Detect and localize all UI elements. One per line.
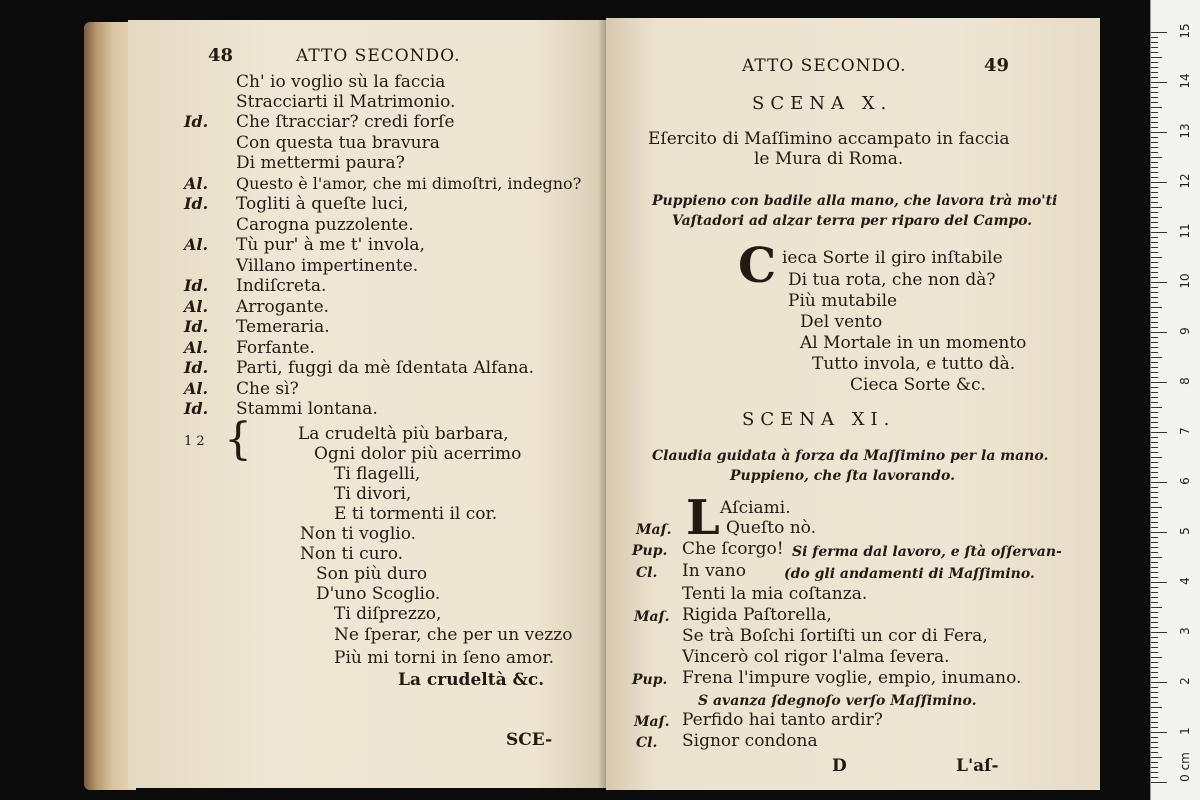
ruler-tick bbox=[1151, 367, 1158, 368]
ruler-tick bbox=[1151, 662, 1158, 663]
ruler-tick bbox=[1151, 512, 1158, 513]
ruler-tick bbox=[1151, 572, 1158, 573]
ruler-tick bbox=[1151, 97, 1158, 98]
ruler-tick bbox=[1151, 252, 1158, 253]
ruler-tick bbox=[1151, 492, 1158, 493]
ruler-tick bbox=[1151, 162, 1158, 163]
stage-direction: Puppieno con badile alla mano, che lavora trà mo'ti bbox=[652, 193, 1058, 209]
dialogue-line: Vincerò col rigor l'alma ſevera. bbox=[682, 647, 950, 667]
ruler-tick bbox=[1151, 127, 1158, 128]
ruler-tick bbox=[1151, 647, 1158, 648]
ruler-tick bbox=[1151, 692, 1158, 693]
ruler-tick bbox=[1151, 742, 1158, 743]
duet-line: Ti diſprezzo, bbox=[334, 604, 442, 624]
ruler-tick bbox=[1151, 307, 1162, 308]
ruler-tick bbox=[1151, 447, 1158, 448]
dialogue-line: Se trà Boſchi ſortiſti un cor di Fera, bbox=[682, 626, 988, 646]
ruler-tick bbox=[1151, 327, 1158, 328]
ruler-tick bbox=[1151, 172, 1158, 173]
dialogue-line: Perfido hai tanto ardir? bbox=[682, 710, 883, 730]
ruler-tick bbox=[1151, 737, 1158, 738]
ruler-tick bbox=[1151, 517, 1158, 518]
dialogue-line: Rigida Paſtorella, bbox=[682, 605, 832, 625]
ruler-tick bbox=[1151, 702, 1158, 703]
drop-cap-c: C bbox=[738, 238, 777, 294]
measurement-ruler bbox=[1150, 0, 1200, 800]
ruler-tick bbox=[1151, 597, 1158, 598]
stage-direction: Claudia guidata à forza da Maſſimino per la mano. bbox=[652, 448, 1049, 464]
speaker: Cl. bbox=[636, 565, 658, 581]
ruler-tick bbox=[1151, 477, 1158, 478]
ruler-tick bbox=[1151, 747, 1158, 748]
page-number-left: 48 bbox=[208, 45, 234, 66]
ruler-label: 13 bbox=[1178, 123, 1192, 139]
ruler-tick bbox=[1151, 482, 1167, 483]
ruler-tick bbox=[1151, 467, 1158, 468]
running-header-right: ATTO SECONDO. bbox=[742, 56, 907, 76]
duet-line: Ogni dolor più acerrimo bbox=[314, 444, 522, 464]
ruler-tick bbox=[1151, 427, 1158, 428]
ruler-tick bbox=[1151, 727, 1158, 728]
speaker: Maſ. bbox=[634, 714, 670, 730]
ruler-tick bbox=[1151, 117, 1158, 118]
duet-brace: { bbox=[224, 414, 252, 465]
ruler-tick bbox=[1151, 67, 1158, 68]
ruler-tick bbox=[1151, 272, 1158, 273]
ruler-tick bbox=[1151, 782, 1167, 783]
ruler-tick bbox=[1151, 277, 1158, 278]
ruler-tick bbox=[1151, 732, 1167, 733]
ruler-label: 14 bbox=[1178, 73, 1192, 89]
ruler-tick bbox=[1151, 762, 1158, 763]
ruler-tick bbox=[1151, 532, 1167, 533]
ruler-tick bbox=[1151, 182, 1167, 183]
dialogue-line: Tenti la mia coſtanza. bbox=[682, 584, 868, 604]
scene-title-x: SCENA X. bbox=[752, 93, 893, 114]
ruler-tick bbox=[1151, 82, 1167, 83]
stage-direction: Si ferma dal lavoro, e ſtà oſſervan- bbox=[792, 544, 1062, 560]
ruler-tick bbox=[1151, 42, 1158, 43]
ruler-label: 12 bbox=[1178, 173, 1192, 189]
ruler-tick bbox=[1151, 137, 1158, 138]
ruler-tick bbox=[1151, 52, 1158, 53]
ruler-tick bbox=[1151, 222, 1158, 223]
ruler-label: 5 bbox=[1178, 527, 1192, 535]
ruler-tick bbox=[1151, 387, 1158, 388]
ruler-tick bbox=[1151, 227, 1158, 228]
duet-line: D'uno Scoglio. bbox=[316, 584, 441, 604]
aria-line: Del vento bbox=[800, 312, 883, 332]
ruler-tick bbox=[1151, 192, 1158, 193]
ruler-tick bbox=[1151, 187, 1158, 188]
ruler-tick bbox=[1151, 247, 1158, 248]
ruler-tick bbox=[1151, 217, 1158, 218]
ruler-tick bbox=[1151, 637, 1158, 638]
ruler-tick bbox=[1151, 562, 1158, 563]
ruler-tick bbox=[1151, 302, 1158, 303]
ruler-tick bbox=[1151, 122, 1158, 123]
ruler-tick bbox=[1151, 707, 1162, 708]
ruler-tick bbox=[1151, 342, 1158, 343]
stage-direction: S avanza ſdegnoſo verſo Maſſimino. bbox=[698, 693, 977, 709]
ruler-tick bbox=[1151, 372, 1158, 373]
scene-title-xi: SCENA XI. bbox=[742, 409, 896, 430]
ruler-tick bbox=[1151, 752, 1158, 753]
ruler-tick bbox=[1151, 452, 1158, 453]
ruler-tick bbox=[1151, 382, 1167, 383]
ruler-tick bbox=[1151, 417, 1158, 418]
ruler-label: 0 cm bbox=[1178, 752, 1192, 782]
aria-line: Al Mortale in un momento bbox=[800, 333, 1027, 353]
ruler-tick bbox=[1151, 587, 1158, 588]
ruler-tick bbox=[1151, 142, 1158, 143]
ruler-tick bbox=[1151, 92, 1158, 93]
ruler-tick bbox=[1151, 267, 1158, 268]
ruler-tick bbox=[1151, 152, 1158, 153]
ruler-label: 1 bbox=[1178, 727, 1192, 735]
ruler-tick bbox=[1151, 112, 1158, 113]
speaker: Maſ. bbox=[636, 522, 672, 538]
duet-label: 1 2 bbox=[184, 434, 205, 449]
stage-direction: Puppieno, che ſta lavorando. bbox=[730, 468, 955, 484]
ruler-tick bbox=[1151, 167, 1158, 168]
ruler-tick bbox=[1151, 132, 1167, 133]
duet-line: E ti tormenti il cor. bbox=[334, 504, 498, 524]
ruler-tick bbox=[1151, 557, 1162, 558]
ruler-tick bbox=[1151, 422, 1158, 423]
ruler-tick bbox=[1151, 312, 1158, 313]
ruler-tick bbox=[1151, 712, 1158, 713]
ruler-tick bbox=[1151, 682, 1167, 683]
ruler-tick bbox=[1151, 57, 1162, 58]
ruler-tick bbox=[1151, 507, 1162, 508]
ruler-tick bbox=[1151, 472, 1158, 473]
ruler-tick bbox=[1151, 697, 1158, 698]
ruler-label: 10 bbox=[1178, 273, 1192, 289]
ruler-tick bbox=[1151, 522, 1158, 523]
aria-line: Cieca Sorte &c. bbox=[850, 375, 986, 395]
duet-line: Son più duro bbox=[316, 564, 428, 584]
ruler-tick bbox=[1151, 677, 1158, 678]
ruler-label: 9 bbox=[1178, 327, 1192, 335]
ruler-tick bbox=[1151, 197, 1158, 198]
ruler-label: 4 bbox=[1178, 577, 1192, 585]
ruler-tick bbox=[1151, 62, 1158, 63]
drop-cap-l: L bbox=[686, 490, 720, 546]
ruler-tick bbox=[1151, 537, 1158, 538]
ruler-tick bbox=[1151, 722, 1158, 723]
dialogue-line: Signor condona bbox=[682, 731, 818, 751]
ruler-tick bbox=[1151, 632, 1167, 633]
dialogue-line: In vano bbox=[682, 561, 746, 581]
ruler-tick bbox=[1151, 107, 1162, 108]
aria-line: Più mutabile bbox=[788, 291, 898, 311]
ruler-tick bbox=[1151, 687, 1158, 688]
stage-direction: Vaſtadori ad alzar terra per riparo del Campo. bbox=[672, 213, 1033, 229]
ruler-label: 15 bbox=[1178, 23, 1192, 39]
ruler-tick bbox=[1151, 612, 1158, 613]
stage-direction: (do gli andamenti di Maſſimino. bbox=[784, 566, 1035, 582]
dialogue-line: Che ſcorgo! bbox=[682, 539, 784, 559]
ruler-tick bbox=[1151, 407, 1162, 408]
ruler-tick bbox=[1151, 582, 1167, 583]
ruler-tick bbox=[1151, 402, 1158, 403]
dialogue-line: Frena l'impure voglie, empio, inumano. bbox=[682, 668, 1022, 688]
ruler-tick bbox=[1151, 437, 1158, 438]
ruler-tick bbox=[1151, 37, 1158, 38]
ruler-label: 2 bbox=[1178, 677, 1192, 685]
ruler-label: 8 bbox=[1178, 377, 1192, 385]
ruler-tick bbox=[1151, 617, 1158, 618]
speaker: Pup. bbox=[632, 543, 668, 559]
ruler-tick bbox=[1151, 337, 1158, 338]
ruler-tick bbox=[1151, 102, 1158, 103]
ruler-tick bbox=[1151, 602, 1158, 603]
ruler-tick bbox=[1151, 332, 1167, 333]
ruler-tick bbox=[1151, 72, 1158, 73]
duet-line: Più mi torni in ſeno amor. bbox=[334, 648, 555, 668]
ruler-tick bbox=[1151, 282, 1167, 283]
ruler-tick bbox=[1151, 717, 1158, 718]
ruler-tick bbox=[1151, 577, 1158, 578]
ruler-tick bbox=[1151, 457, 1162, 458]
duet-line: Non ti voglio. bbox=[300, 524, 417, 544]
ruler-tick bbox=[1151, 297, 1158, 298]
ruler-tick bbox=[1151, 322, 1158, 323]
duet-line: Ti divori, bbox=[334, 484, 412, 504]
page-number-right: 49 bbox=[984, 55, 1010, 76]
ruler-tick bbox=[1151, 592, 1158, 593]
aria-line: Di tua rota, che non dà? bbox=[788, 270, 996, 290]
duet-line: Ne ſperar, che per un vezzo bbox=[334, 625, 573, 645]
ruler-tick bbox=[1151, 237, 1158, 238]
duet-line: La crudeltà &c. bbox=[398, 670, 545, 690]
ruler-label: 6 bbox=[1178, 477, 1192, 485]
duet-line: Ti flagelli, bbox=[334, 464, 421, 484]
ruler-tick bbox=[1151, 207, 1162, 208]
speaker: Cl. bbox=[636, 735, 658, 751]
ruler-tick bbox=[1151, 462, 1158, 463]
ruler-tick bbox=[1151, 362, 1158, 363]
ruler-tick bbox=[1151, 777, 1158, 778]
ruler-tick bbox=[1151, 292, 1158, 293]
ruler-tick bbox=[1151, 432, 1167, 433]
ruler-tick bbox=[1151, 542, 1158, 543]
duet-line: La crudeltà più barbara, bbox=[298, 424, 509, 444]
aria-line: Tutto invola, e tutto dà. bbox=[812, 354, 1016, 374]
ruler-tick bbox=[1151, 627, 1158, 628]
scene-setting-line: Eſercito di Maſſimino accampato in faccia bbox=[648, 129, 1010, 149]
ruler-tick bbox=[1151, 412, 1158, 413]
ruler-tick bbox=[1151, 77, 1158, 78]
ruler-tick bbox=[1151, 502, 1158, 503]
ruler-tick bbox=[1151, 652, 1158, 653]
ruler-tick bbox=[1151, 232, 1167, 233]
ruler-tick bbox=[1151, 202, 1158, 203]
ruler-label: 7 bbox=[1178, 427, 1192, 435]
ruler-tick bbox=[1151, 672, 1158, 673]
ruler-tick bbox=[1151, 147, 1158, 148]
ruler-tick bbox=[1151, 32, 1167, 33]
scene-setting-line: le Mura di Roma. bbox=[754, 149, 904, 169]
ruler-tick bbox=[1151, 212, 1158, 213]
ruler-tick bbox=[1151, 657, 1162, 658]
ruler-tick bbox=[1151, 262, 1158, 263]
running-header-left: ATTO SECONDO. bbox=[296, 46, 461, 66]
signature-mark: D bbox=[832, 756, 847, 776]
ruler-tick bbox=[1151, 347, 1158, 348]
ruler-tick bbox=[1151, 757, 1162, 758]
ruler-tick bbox=[1151, 242, 1158, 243]
ruler-label: 3 bbox=[1178, 627, 1192, 635]
ruler-tick bbox=[1151, 177, 1158, 178]
ruler-tick bbox=[1151, 442, 1158, 443]
ruler-tick bbox=[1151, 257, 1162, 258]
ruler-tick bbox=[1151, 392, 1158, 393]
ruler-tick bbox=[1151, 287, 1158, 288]
dialogue-line: Queſto nò. bbox=[726, 518, 816, 538]
catchword-right: L'aſ- bbox=[956, 756, 999, 776]
ruler-tick bbox=[1151, 552, 1158, 553]
speaker: Pup. bbox=[632, 672, 668, 688]
ruler-tick bbox=[1151, 47, 1158, 48]
right-page bbox=[606, 18, 1100, 790]
catchword-left: SCE- bbox=[506, 730, 553, 750]
ruler-tick bbox=[1151, 497, 1158, 498]
ruler-tick bbox=[1151, 317, 1158, 318]
ruler-tick bbox=[1151, 642, 1158, 643]
ruler-tick bbox=[1151, 487, 1158, 488]
ruler-tick bbox=[1151, 157, 1162, 158]
ruler-tick bbox=[1151, 377, 1158, 378]
ruler-tick bbox=[1151, 527, 1158, 528]
ruler-tick bbox=[1151, 767, 1158, 768]
ruler-tick bbox=[1151, 547, 1158, 548]
duet-line: Non ti curo. bbox=[300, 544, 404, 564]
speaker: Maſ. bbox=[634, 609, 670, 625]
ruler-tick bbox=[1151, 87, 1158, 88]
aria-line: ieca Sorte il giro inſtabile bbox=[782, 248, 1003, 268]
ruler-tick bbox=[1151, 397, 1158, 398]
left-page: 48 ATTO SECONDO. Ch' io voglio sù la faccia Stracciarti il Matrimonio. Id. Che ſtracciar? credi forſe Con questa tua bravura Di mettermi paura? Al. Questo è l'amor, che mi dimoſtri, indegno? Id. Togliti à queſte luci, Carogna puzzolente. Al. Tù pur' à me t' invola, Villano impertinente. Id. Indiſcreta. Al. Arrogante. Id. Temeraria. Al. Forfante. Id. Parti, fuggi da mè ſdentata Alfana. Al. Che sì? Id. Stammi lontana. 1 2 { La crudeltà più barbara, Ogni dolor più acerrimo Ti flagelli, Ti divori, E ti tormenti il cor. Non ti voglio. Non ti curo. Son più duro D'uno Scoglio. Ti diſprezzo, Ne ſperar, che per un vezzo Più mi torni in ſeno amor. La crudeltà &c. SCE- bbox=[128, 20, 606, 788]
ruler-tick bbox=[1151, 352, 1158, 353]
ruler-tick bbox=[1151, 357, 1162, 358]
ruler-tick bbox=[1151, 607, 1162, 608]
ruler-tick bbox=[1151, 667, 1158, 668]
ruler-tick bbox=[1151, 772, 1158, 773]
dialogue-line: Aſciami. bbox=[720, 498, 791, 518]
ruler-tick bbox=[1151, 567, 1158, 568]
ruler-label: 11 bbox=[1178, 223, 1192, 239]
ruler-tick bbox=[1151, 622, 1158, 623]
